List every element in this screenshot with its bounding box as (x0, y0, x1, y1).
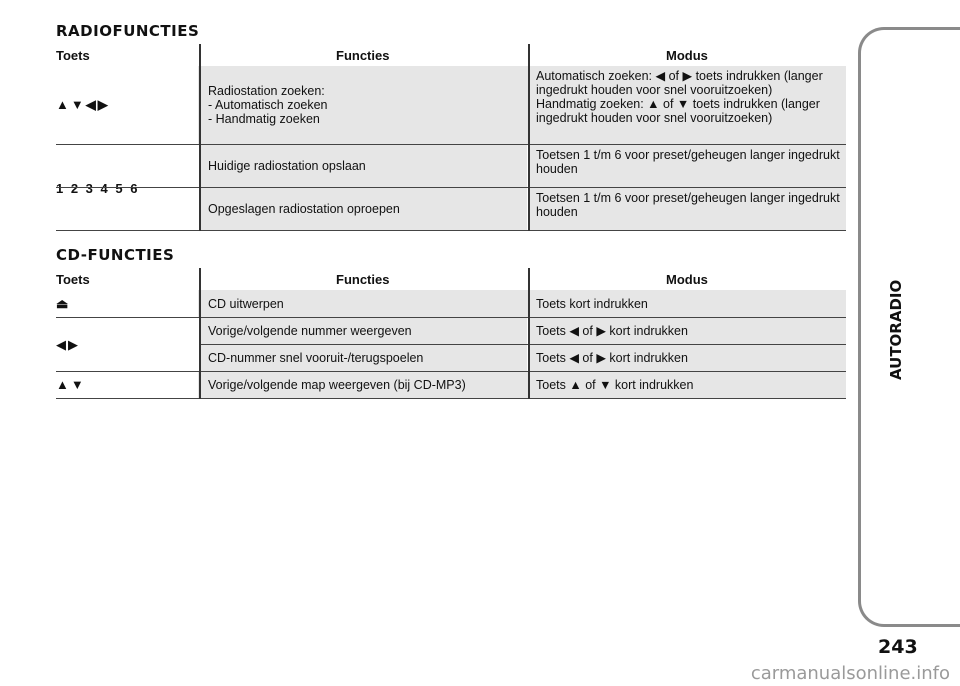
radio-table (56, 44, 846, 231)
header-functions: Functies (336, 48, 390, 63)
cd-table (56, 268, 846, 399)
column-separator (528, 268, 530, 399)
cd-table-header (56, 268, 846, 290)
divider (56, 230, 846, 231)
header-key: Toets (56, 272, 90, 287)
function-cell: CD uitwerpen (208, 296, 284, 311)
function-cell: Opgeslagen radiostation oproepen (201, 188, 527, 230)
key-left-right: ◀▶ (56, 318, 198, 372)
table-row (56, 290, 846, 318)
mode-cell: Toets ▲ of ▼ kort indrukken (536, 378, 694, 392)
table-row (56, 345, 846, 371)
track-rows (56, 318, 846, 372)
cd-section-title: CD-FUNCTIES (56, 246, 175, 264)
mode-cell: Toetsen 1 t/m 6 voor preset/geheugen langer ingedrukt houden (530, 145, 846, 187)
function-cell: Vorige/volgende nummer weergeven (201, 318, 527, 344)
page-number: 243 (878, 636, 918, 658)
column-separator (199, 268, 201, 399)
key-preset-numbers: 1 2 3 4 5 6 (56, 145, 198, 231)
function-cell: Huidige radiostation opslaan (201, 145, 527, 187)
preset-rows (56, 145, 846, 231)
header-key: Toets (56, 48, 90, 63)
mode-cell: Toets ◀ of ▶ kort indrukken (530, 318, 846, 344)
mode-cell: Toets ◀ of ▶ kort indrukken (530, 345, 846, 371)
table-row (56, 318, 846, 344)
function-cell: Radiostation zoeken: - Automatisch zoeken - Handmatig zoeken (208, 84, 328, 126)
mode-cell: Toets kort indrukken (536, 296, 648, 311)
table-row (56, 145, 846, 188)
mode-cell: Automatisch zoeken: ◀ of ▶ toets indrukken (langer ingedrukt houden voor snel vooruitzoeken) Handmatig zoeken: ▲ of ▼ toets indrukken (langer ingedrukt houden voor snel vooruitzoeken) (536, 69, 823, 125)
watermark: carmanualsonline.info (750, 663, 950, 684)
key-up-down: ▲▼ (56, 372, 198, 398)
table-row (56, 66, 846, 145)
radio-table-header (56, 44, 846, 66)
eject-key: ⏏ (56, 290, 198, 317)
radio-section-title: RADIOFUNCTIES (56, 22, 200, 40)
table-row (56, 372, 846, 399)
column-separator (528, 44, 530, 231)
header-functions: Functies (336, 272, 390, 287)
header-mode: Modus (666, 272, 708, 287)
chapter-tab (858, 27, 960, 627)
function-cell: Vorige/volgende map weergeven (bij CD-MP3) (208, 378, 466, 392)
column-separator (199, 44, 201, 231)
header-mode: Modus (666, 48, 708, 63)
key-arrows: ▲▼◀▶ (56, 66, 198, 144)
table-row (56, 188, 846, 231)
mode-cell: Toetsen 1 t/m 6 voor preset/geheugen langer ingedrukt houden (530, 188, 846, 230)
function-cell: CD-nummer snel vooruit-/terugspoelen (201, 345, 527, 371)
